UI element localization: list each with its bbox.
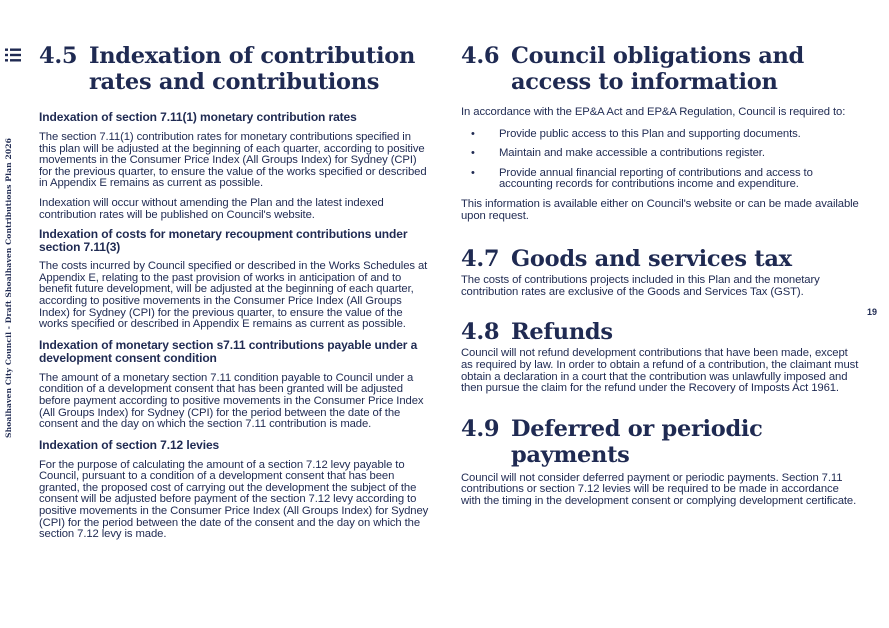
section-number: 4.7 xyxy=(461,246,500,273)
obligations-list xyxy=(461,129,861,191)
section-4-8-title xyxy=(461,319,861,345)
section-4-9-title xyxy=(461,416,861,468)
subheading-indexation-consent-condition: Indexation of monetary section s7.11 contributions payable under a development consent condition xyxy=(39,337,418,365)
page-number: 19 xyxy=(867,307,878,317)
paragraph: Council will not consider deferred payment or periodic payments. Section 7.11 contributions or section 7.12 levies will be required to be made in accordance with the timing in the development consent or complying development certificate. xyxy=(461,471,857,507)
list-item: • Provide annual financial reporting of contributions and access to accounting records for contributions income and expenditure. xyxy=(461,168,861,191)
paragraph: For the purpose of calculating the amount of a section 7.12 levy payable to Council, pursuant to a condition of a development consent that has been granted, the proposed cost of carrying out the development the subject of the consent will be adjusted before payment of the section 7.12 levy according to positive movements in the Consumer Price Index (All Groups Index) for Sydney (CPI) for the period between the date of the consent and the day on which the section 7.12 levy is made. xyxy=(39,458,429,541)
paragraph: The amount of a monetary section 7.11 condition payable to Council under a condition of a development consent that has been granted will be adjusted before payment according to positive movements in the Consumer Price Index (All Groups Index) for Sydney (CPI) for the period between the date of the consent and the day on which the section 7.11 contribution is made. xyxy=(39,371,424,431)
section-title: Indexation of contribution rates and contributions xyxy=(89,43,416,95)
section-title: Council obligations and access to information xyxy=(511,43,804,95)
section-4-7-title xyxy=(461,246,861,272)
section-4-6-title xyxy=(461,43,861,95)
section-number: 4.6 xyxy=(461,43,500,69)
paragraph: The costs incurred by Council specified or described in the Works Schedules at Appendix E, relating to the past provision of works in anticipation of and to benefit future development, will be adjusted at the beginning of each quarter, according to positive movements in the Consumer Price Index (All Groups Index) for Sydney (CPI) for the previous quarter, to ensure the value of the works specified or described in Appendix E remains as current as possible. xyxy=(39,260,428,331)
paragraph: The costs of contributions projects included in this Plan and the monetary contribution rates are exclusive of the Goods and Services Tax (GST). xyxy=(461,274,820,298)
section-4-5-title xyxy=(39,43,431,95)
subheading-indexation-7-11-3: Indexation of costs for monetary recoupment contributions under section 7.11(3) xyxy=(39,227,408,255)
section-title: Goods and services tax xyxy=(511,246,792,273)
section-number: 4.9 xyxy=(461,415,500,442)
right-column xyxy=(461,43,861,508)
section-title: Deferred or periodic payments xyxy=(511,415,763,468)
section-title: Refunds xyxy=(511,319,613,346)
menu-list-icon[interactable] xyxy=(5,47,21,63)
paragraph: This information is available either on Council's website or can be made available upon request. xyxy=(461,197,859,222)
list-item: • Maintain and make accessible a contributions register. xyxy=(461,148,861,160)
section-number: 4.8 xyxy=(461,319,500,346)
document-running-title: Shoalhaven City Council - Draft Shoalhaven Contributions Plan 2026 xyxy=(4,137,13,438)
subheading-indexation-7-11-1: Indexation of section 7.11(1) monetary contribution rates xyxy=(39,110,357,124)
section-number: 4.5 xyxy=(39,43,78,69)
paragraph: Council will not refund development contributions that have been made, except as required by law. In order to obtain a refund of a contribution, the claimant must obtain a declaration in a court that the contribution was unlawfully imposed and then pursue the claim for the refund under the Recovery of Imposts Act 1961. xyxy=(461,347,859,395)
paragraph: Indexation will occur without amending the Plan and the latest indexed contribution rates will be published on Council's website. xyxy=(39,196,384,221)
subheading-indexation-7-12: Indexation of section 7.12 levies xyxy=(39,437,220,452)
left-column xyxy=(39,43,431,541)
paragraph: In accordance with the EP&A Act and EP&A Regulation, Council is required to: xyxy=(461,106,846,118)
list-item: • Provide public access to this Plan and supporting documents. xyxy=(461,129,861,141)
paragraph: The section 7.11(1) contribution rates for monetary contributions specified in this plan will be adjusted at the beginning of each quarter, according to positive movements in the Consumer Price Index (All Groups Index) for Sydney (CPI) for the previous quarter, to ensure the value of the works specified or described in Appendix E remains as current as possible. xyxy=(39,131,427,190)
